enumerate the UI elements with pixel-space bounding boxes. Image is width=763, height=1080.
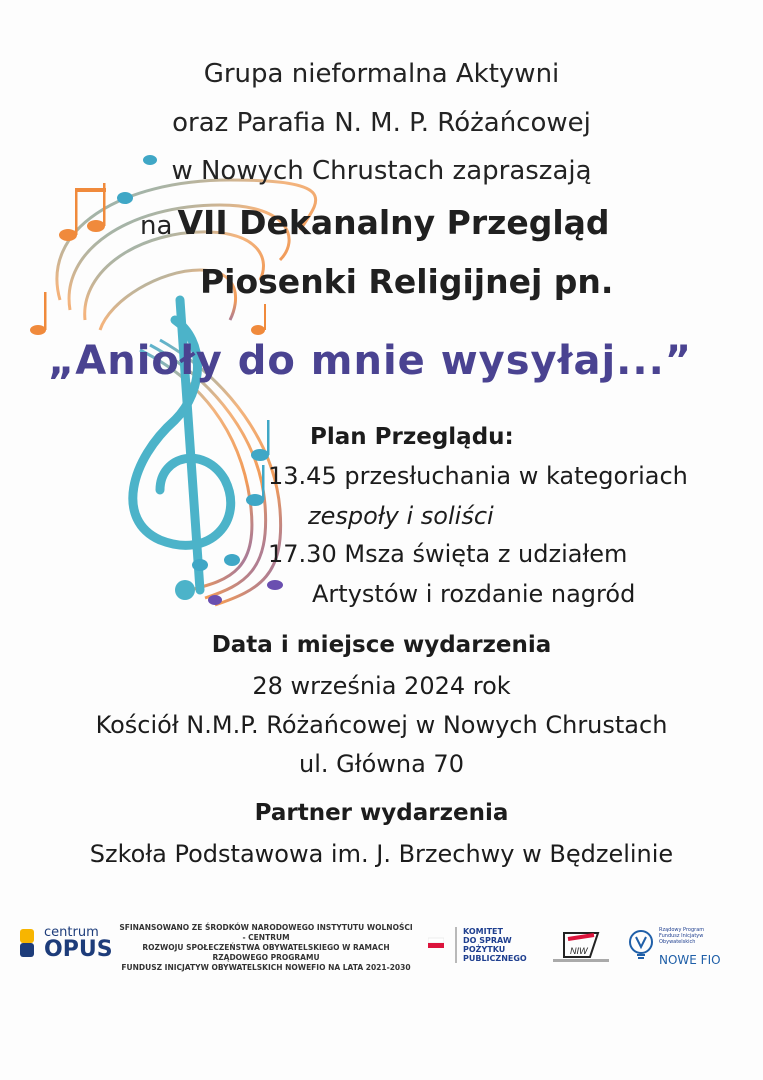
centrum-opus-logo bbox=[18, 925, 113, 975]
event-slogan: „Anioły do mnie wysyłaj...” bbox=[48, 338, 693, 384]
intro-line-3: w Nowych Chrustach zapraszają bbox=[171, 156, 592, 186]
intro-line-1: Grupa nieformalna Aktywni bbox=[203, 59, 560, 89]
fio-caption-3: Obywatelskich bbox=[659, 939, 696, 945]
nowe-fio-logo bbox=[628, 929, 654, 961]
plan-item-1-text: przesłuchania w kategoriach bbox=[344, 462, 688, 490]
intro-line-2: oraz Parafia N. M. P. Różańcowej bbox=[172, 108, 591, 138]
plan-heading: Plan Przeglądu: bbox=[310, 424, 514, 450]
event-place: Kościół N.M.P. Różańcowej w Nowych Chrustach bbox=[95, 711, 668, 739]
partner-name: Szkoła Podstawowa im. J. Brzechwy w Będzelinie bbox=[89, 840, 674, 868]
komitet-line-4: PUBLICZNEGO bbox=[463, 954, 527, 963]
fio-title: NOWE FIO bbox=[659, 953, 721, 967]
opus-big-text: OPUS bbox=[44, 937, 113, 962]
fio-caption-2: Fundusz Inicjatyw bbox=[659, 933, 704, 939]
funding-line-2: ROZWOJU SPOŁECZEŃSTWA OBYWATELSKIEGO W RAMACH RZĄDOWEGO PROGRAMU bbox=[142, 943, 390, 962]
event-title-line-1 bbox=[140, 203, 610, 242]
plan-item-2-text: Msza święta z udziałem bbox=[344, 540, 628, 568]
funding-line-3: FUNDUSZ INICJATYW OBYWATELSKICH NOWEFIO NA LATA 2021-2030 bbox=[121, 963, 411, 972]
event-date: 28 września 2024 rok bbox=[252, 672, 511, 700]
fio-caption-1: Rządowy Program bbox=[659, 927, 705, 933]
event-title-line-2: Piosenki Religijnej pn. bbox=[200, 262, 614, 301]
komitet-line-1: KOMITET bbox=[463, 927, 503, 936]
title-main: VII Dekanalny Przegląd bbox=[177, 203, 610, 242]
fio-caption bbox=[659, 927, 704, 945]
event-address: ul. Główna 70 bbox=[299, 750, 464, 778]
flag-icon bbox=[428, 935, 444, 951]
sponsor-footer bbox=[0, 915, 763, 985]
komitet-line-3: POŻYTKU bbox=[463, 945, 506, 954]
funding-note bbox=[118, 923, 414, 973]
event-heading: Data i miejsce wydarzenia bbox=[211, 632, 552, 658]
opus-mark-icon bbox=[18, 927, 38, 959]
plan-item-1 bbox=[268, 462, 688, 490]
funding-line-1: SFINANSOWANO ZE ŚRODKÓW NARODOWEGO INSTYTUTU WOLNOŚCI - CENTRUM bbox=[119, 923, 413, 942]
niw-caption-line bbox=[553, 959, 609, 962]
plan-item-2 bbox=[268, 540, 627, 568]
plan-item-2-sub: Artystów i rozdanie nagród bbox=[312, 580, 636, 608]
partner-heading: Partner wydarzenia bbox=[254, 800, 509, 826]
plan-item-1-sub: zespoły i soliści bbox=[308, 502, 494, 530]
plan-item-1-time: 13.45 bbox=[268, 462, 337, 490]
komitet-logo bbox=[455, 927, 527, 963]
komitet-line-2: DO SPRAW bbox=[463, 936, 512, 945]
opus-small-text: centrum bbox=[44, 925, 99, 940]
niw-label: NIW bbox=[570, 946, 588, 956]
title-prefix: na bbox=[140, 211, 173, 241]
plan-item-2-time: 17.30 bbox=[268, 540, 337, 568]
